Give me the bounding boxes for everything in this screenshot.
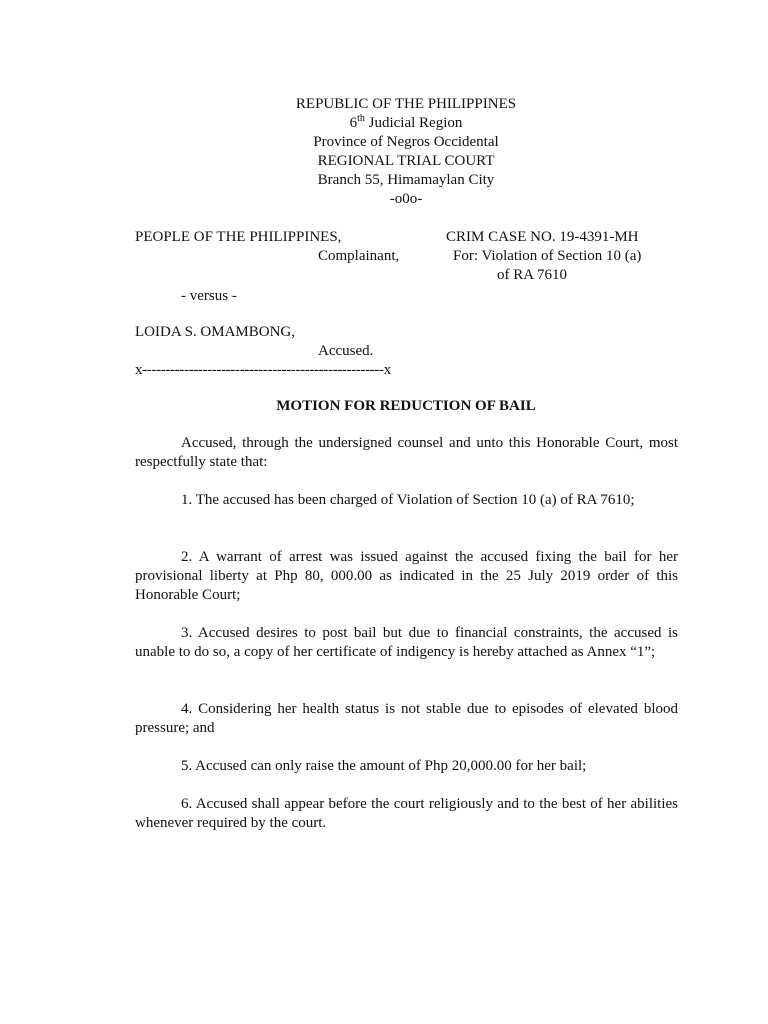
header-province: Province of Negros Occidental <box>313 134 499 150</box>
plaintiff-name: PEOPLE OF THE PHILIPPINES, <box>135 229 342 245</box>
header-branch: Branch 55, Himamaylan City <box>317 172 495 188</box>
header-republic: REPUBLIC OF THE PHILIPPINES <box>295 96 517 112</box>
motion-title: MOTION FOR REDUCTION OF BAIL <box>276 398 536 414</box>
caption-divider: x----------------------------------------------------x <box>135 362 391 378</box>
defendant-name: LOIDA S. OMAMBONG, <box>135 324 296 340</box>
list-item: 2. A warrant of arrest was issued against the accused fixing the bail for her provisional liberty at Php 80, 000.00 as indicated in the 25 July 2019 order of this Honorable Court; <box>135 549 678 603</box>
list-item: 6. Accused shall appear before the court religiously and to the best of her abilities whenever required by the court. <box>135 796 678 831</box>
header-separator: -o0o- <box>389 191 423 207</box>
list-item: 3. Accused desires to post bail but due to financial constraints, the accused is unable to do so, a copy of her certificate of indigency is hereby attached as Annex “1”; <box>135 625 678 660</box>
case-offense-line1: For: Violation of Section 10 (a) <box>453 248 642 264</box>
defendant-role: Accused. <box>318 343 374 359</box>
case-offense-line2: of RA 7610 <box>497 267 568 283</box>
list-item: 5. Accused can only raise the amount of Php 20,000.00 for her bail; <box>181 758 587 774</box>
header-judicial-region: 6th Judicial Region <box>349 113 463 131</box>
case-number: CRIM CASE NO. 19-4391-MH <box>446 229 639 245</box>
list-item: 1. The accused has been charged of Violation of Section 10 (a) of RA 7610; <box>181 492 635 508</box>
list-item: 4. Considering her health status is not stable due to episodes of elevated blood pressure; and <box>135 701 678 736</box>
intro-paragraph: Accused, through the undersigned counsel and unto this Honorable Court, most respectfully state that: <box>135 435 678 470</box>
versus-label: - versus - <box>181 288 237 304</box>
plaintiff-role: Complainant, <box>318 248 400 264</box>
header-court: REGIONAL TRIAL COURT <box>317 153 495 169</box>
